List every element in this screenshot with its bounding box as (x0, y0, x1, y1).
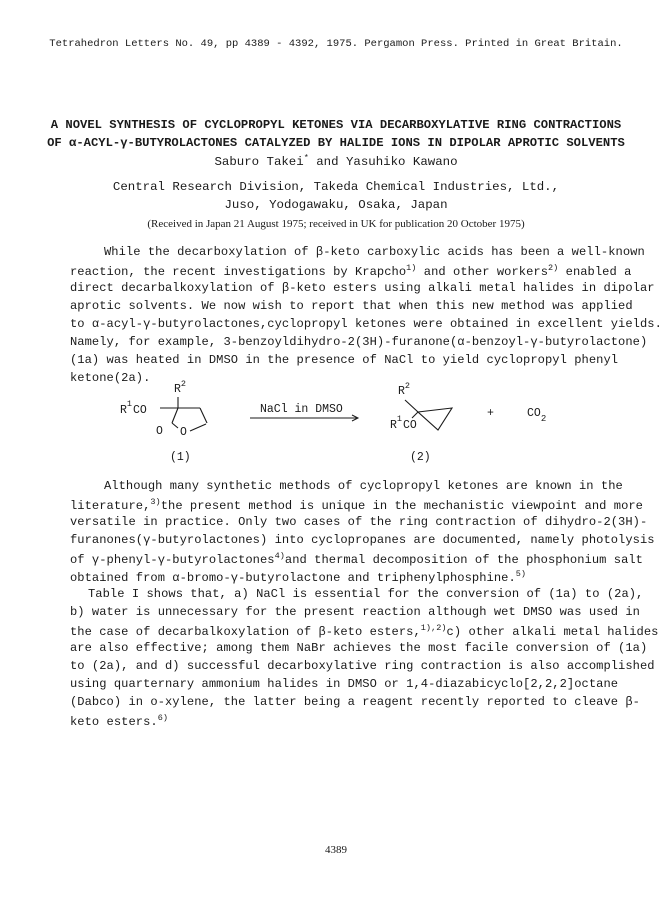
r2-label-1: $R^2$ (174, 379, 187, 396)
r1co-label-1: $R^1CO$ (120, 399, 147, 417)
para2-line-2: literature,$^{3)}$the present method is unique in the mechanistic viewpoint and more (70, 497, 643, 514)
authors (0, 153, 672, 169)
para2-line-6: obtained from α-bromo-γ-butyrolactone and triphenylphosphine.$^{5)}$ (70, 569, 527, 586)
affiliation-line-1: Central Research Division, Takeda Chemical Industries, Ltd., (112, 180, 560, 194)
para1-line-4: aprotic solvents. We now wish to report that when this new method was applied (70, 299, 633, 313)
received-dates: (Received in Japan 21 August 1975; received in UK for publication 20 October 1975) (147, 218, 525, 230)
para2-line-5: of γ-phenyl-γ-butyrolactones$^{4)}$and thermal decomposition of the phosphonium salt (70, 551, 643, 568)
para1-line-2: reaction, the recent investigations by Krapcho$^{1)}$ and other workers$^{2)}$ enabled a (70, 263, 632, 280)
para1-line-1: While the decarboxylation of β-keto carboxylic acids has been a well-known (104, 245, 645, 259)
r1co-label-2: $R^1CO$ (390, 414, 417, 432)
para1-line-3: direct decarbalkoxylation of β-keto esters using alkali metal halides in dipolar (70, 281, 655, 295)
para3-line-6: using quarternary ammonium halides in DMSO or 1,4-diazabicyclo[2,2,2]octane (70, 677, 619, 691)
corresponding-mark: * (303, 153, 309, 163)
title-line-1: A NOVEL SYNTHESIS OF CYCLOPROPYL KETONES VIA DECARBOXYLATIVE RING CONTRACTIONS (50, 118, 622, 132)
para3-line-2: b) water is unnecessary for the present reaction although wet DMSO was used in (70, 605, 640, 619)
running-header: Tetrahedron Letters No. 49, pp 4389 - 4392, 1975. Pergamon Press. Printed in Great Britain. (49, 38, 623, 50)
para1-line-8: ketone(2a). (70, 371, 151, 385)
plus-sign: + (487, 407, 494, 420)
reagent-label: NaCl in DMSO (260, 403, 343, 416)
para2-line-3: versatile in practice. Only two cases of the ring contraction of dihydro-2(3H)- (70, 515, 648, 529)
r2-label-2: $R^2$ (398, 381, 411, 398)
page-number: 4389 (325, 844, 347, 856)
para3-line-1: Table I shows that, a) NaCl is essential for the conversion of (1a) to (2a), (88, 587, 644, 601)
author-1: Saburo Takei (214, 155, 304, 170)
reaction-scheme (0, 378, 672, 474)
compound-2-label: (2) (410, 451, 431, 464)
co2-label: $CO_2$ (527, 407, 547, 424)
para1-line-6: Namely, for example, 3-benzoyldihydro-2(3H)-furanone(α-benzoyl-γ-butyrolactone) (70, 335, 648, 349)
para3-line-7: (Dabco) in o-xylene, the latter being a reagent recently reported to cleave β- (70, 695, 640, 709)
para1-line-5: to α-acyl-γ-butyrolactones,cyclopropyl ketones were obtained in excellent yields. (70, 317, 662, 331)
title-line-2: OF α-ACYL-γ-BUTYROLACTONES CATALYZED BY HALIDE IONS IN DIPOLAR APROTIC SOLVENTS (47, 136, 625, 150)
para3-line-3: the case of decarbalkoxylation of β-keto esters,$^{1),2)}$c) other alkali metal halides (70, 623, 659, 640)
para2-line-4: furanones(γ-butyrolactones) into cyclopropanes are documented, namely photolysis (70, 533, 655, 547)
author-2: Yasuhiko Kawano (345, 155, 458, 170)
para3-line-4: are also effective; among them NaBr achieves the most facile conversion of (1a) (70, 641, 648, 655)
para1-line-7: (1a) was heated in DMSO in the presence of NaCl to yield cyclopropyl phenyl (70, 353, 619, 367)
para3-line-8: keto esters.$^{6)}$ (70, 713, 169, 730)
affiliation-line-2: Juso, Yodogawaku, Osaka, Japan (224, 198, 448, 212)
para2-line-1: Although many synthetic methods of cyclopropyl ketones are known in the (104, 479, 623, 493)
ring-o: O (180, 426, 187, 439)
compound-1-label: (1) (170, 451, 191, 464)
author-conjunction: and (316, 155, 339, 170)
para3-line-5: to (2a), and d) successful decarboxylative ring contraction is also accomplished (70, 659, 655, 673)
carbonyl-o: O (156, 425, 163, 438)
